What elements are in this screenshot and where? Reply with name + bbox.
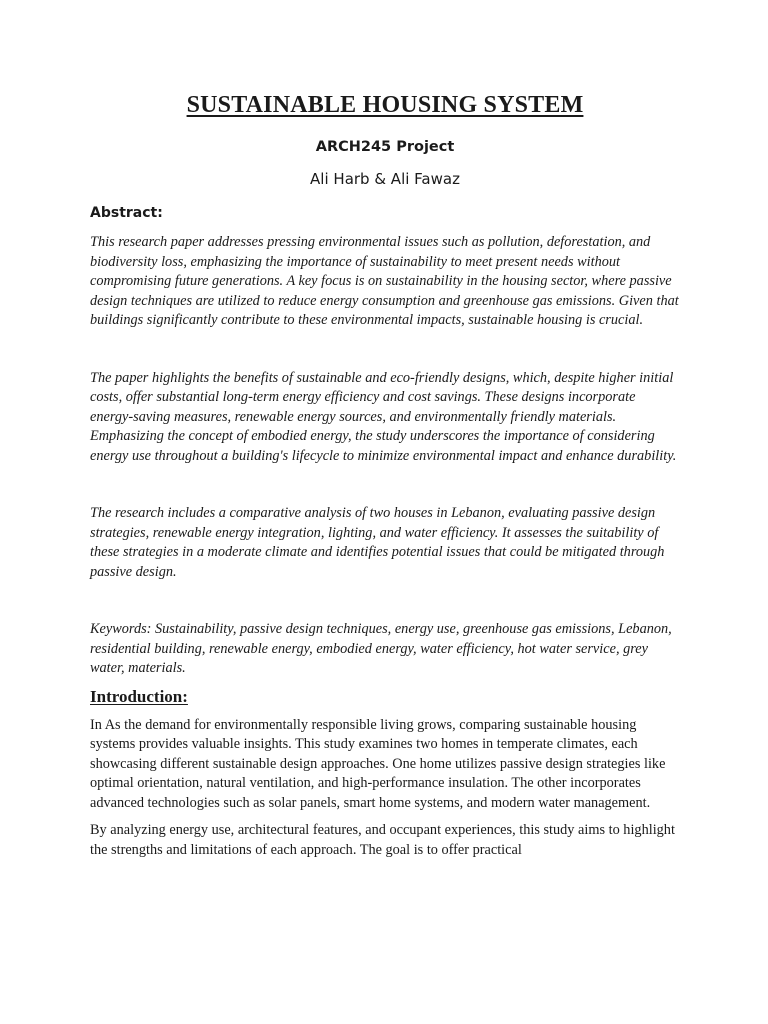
- document-subtitle: ARCH245 Project: [315, 139, 455, 155]
- introduction-heading: Introduction:: [90, 686, 188, 706]
- abstract-paragraph: This research paper addresses pressing environmental issues such as pollution, deforestation, and biodiversity loss, emphasizing the importance of sustainability to meet present needs without compromising future generations. A key focus is on sustainability in the housing sector, where passive design techniques are utilized to reduce energy consumption and greenhouse gas emissions. Given that buildings significantly contribute to these environmental impacts, sustainable housing is crucial.: [90, 234, 679, 328]
- page-content: [90, 92, 680, 860]
- introduction-paragraph: In As the demand for environmentally responsible living grows, comparing sustainable housing systems provides valuable insights. This study examines two homes in temperate climates, each showcasing different sustainable design approaches. One home utilizes passive design strategies like optimal orientation, natural ventilation, and high-performance insulation. The other incorporates advanced technologies such as solar panels, smart home systems, and modern water management.: [90, 716, 666, 811]
- document-authors: Ali Harb & Ali Fawaz: [310, 170, 460, 188]
- abstract-paragraph: The research includes a comparative analysis of two houses in Lebanon, evaluating passive design strategies, renewable energy integration, lighting, and water efficiency. It assesses the suitability of these strategies in a moderate climate and identifies potential issues that could be mitigated through passive design.: [90, 505, 665, 580]
- abstract-heading: Abstract:: [90, 205, 163, 221]
- keywords-paragraph: Keywords: Sustainability, passive design techniques, energy use, greenhouse gas emissions, Lebanon, residential building, renewable energy, embodied energy, water efficiency, hot water service, grey water, materials.: [90, 621, 672, 676]
- abstract-paragraph: The paper highlights the benefits of sustainable and eco-friendly designs, which, despite higher initial costs, offer substantial long-term energy efficiency and cost savings. These designs incorporate energy-saving measures, renewable energy sources, and environmentally friendly materials. Emphasizing the concept of embodied energy, the study underscores the importance of considering energy use throughout a building's lifecycle to minimize environmental impact and enhance durability.: [90, 369, 677, 464]
- document-title: SUSTAINABLE HOUSING SYSTEM: [186, 92, 584, 118]
- introduction-paragraph: By analyzing energy use, architectural features, and occupant experiences, this study aims to highlight the strengths and limitations of each approach. The goal is to offer practical: [90, 822, 675, 858]
